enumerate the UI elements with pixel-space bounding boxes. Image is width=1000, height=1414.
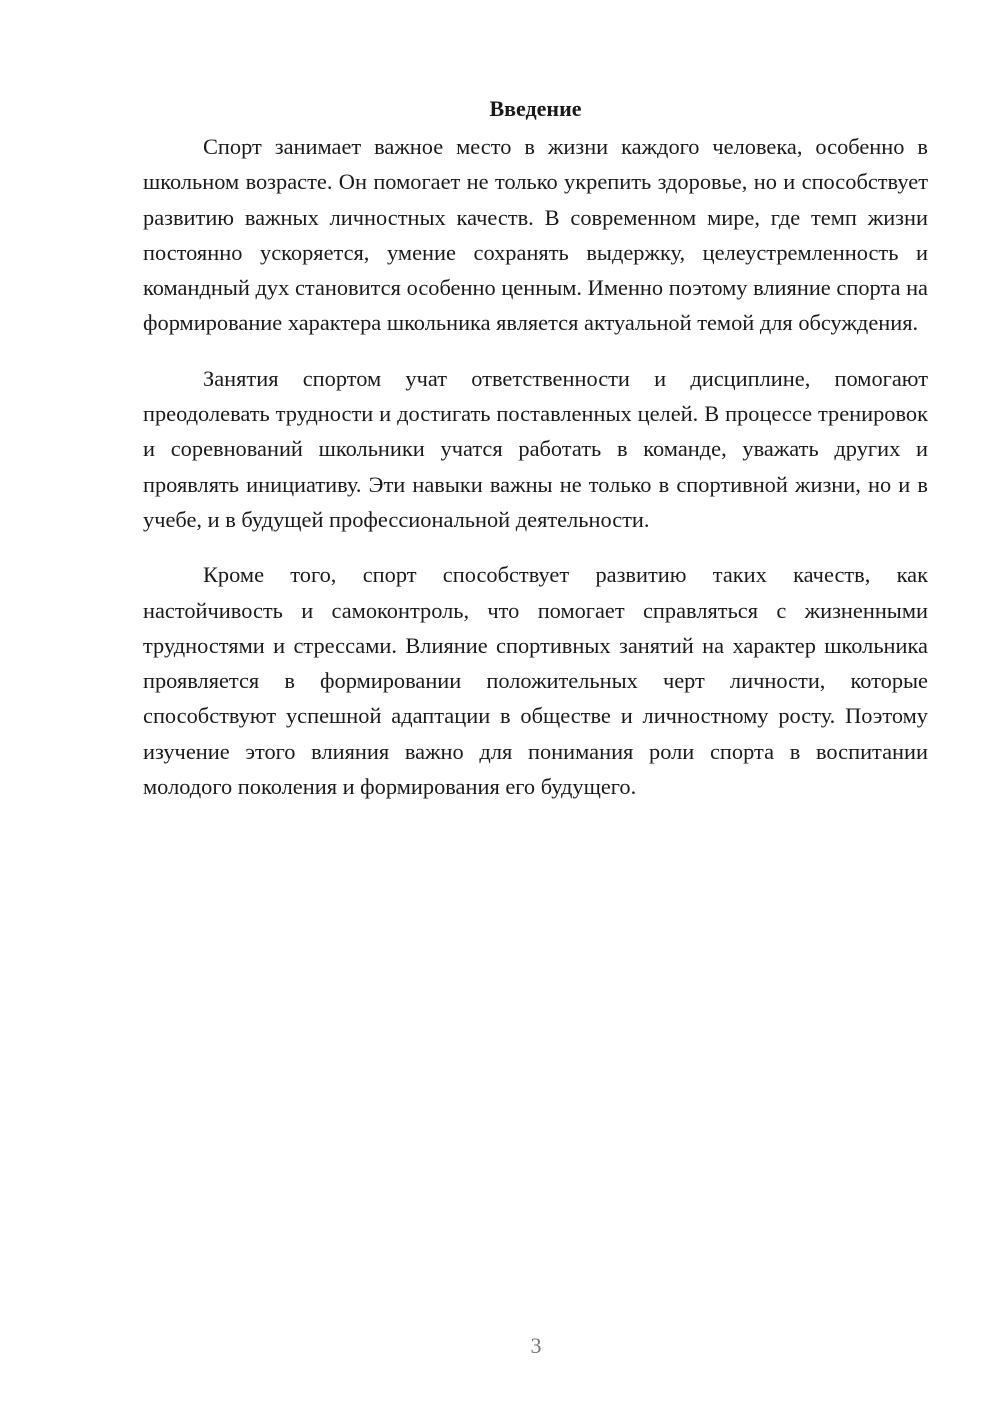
section-title: Введение — [489, 96, 582, 121]
page-content — [143, 94, 928, 824]
page-number: 3 — [530, 1333, 542, 1358]
paragraph-3: Кроме того, спорт способствует развитию таких качеств, как настойчивость и самоконтроль, что помогает справляться с жизненными трудностями и стрессами. Влияние спортивных занятий на характер школьника проявляется в формировании положительных черт личности, которые способствуют успешной адаптации в обществе и личностному росту. Поэтому изучение этого влияния важно для понимания роли спорта в воспитании молодого поколения и формирования его будущего. — [143, 562, 928, 800]
paragraph-2: Занятия спортом учат ответственности и дисциплине, помогают преодолевать трудности и достигать поставленных целей. В процессе тренировок и соревнований школьники учатся работать в команде, уважать других и проявлять инициативу. Эти навыки важны не только в спортивной жизни, но и в учебе, и в будущей профессиональной деятельности. — [143, 365, 928, 532]
paragraph-1: Спорт занимает важное место в жизни каждого человека, особенно в школьном возрасте. Он помогает не только укрепить здоровье, но и способствует развитию важных личностных качеств. В современном мире, где темп жизни постоянно ускоряется, умение сохранять выдержку, целеустремленность и командный дух становится особенно ценным. Именно поэтому влияние спорта на формирование характера школьника является актуальной темой для обсуждения. — [143, 134, 928, 336]
